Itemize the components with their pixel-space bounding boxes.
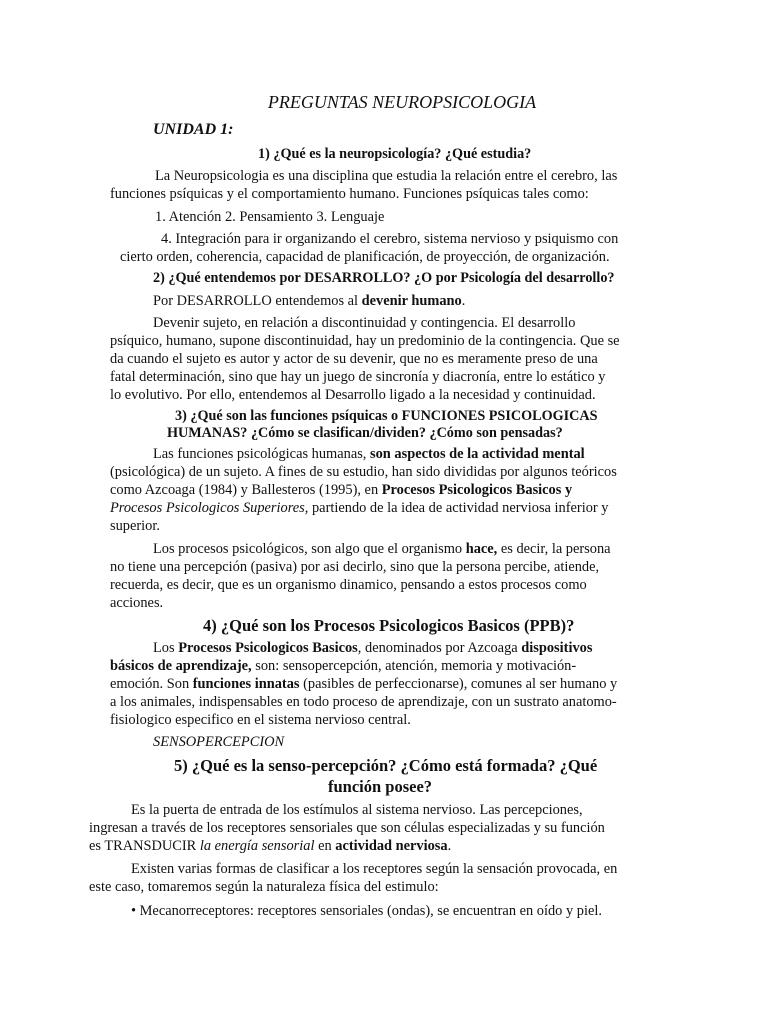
paragraph-6: Los Procesos Psicologicos Basicos, denominados por Azcoaga dispositivos básicos de aprendizaje, son: sensopercepción, atención, memoria y motivación- emoción. Son funciones innatas (pasibles de perfeccionarse), comunes al ser humano y a los animales, indispensables en todo proceso de aprendizaje, con un sustrato anatomo- fisiologico especifico en el sistema nervioso central. [110, 640, 618, 728]
list-item-4: 4. Integración para ir organizando el cerebro, sistema nervioso y psiquismo con cierto orden, coherencia, capacidad de planificación, de proyección, de organización. [120, 231, 619, 265]
section-heading: SENSOPERCEPCION [153, 734, 285, 750]
paragraph-1: La Neuropsicologia es una disciplina que estudia la relación entre el cerebro, las funciones psíquicas y el comportamiento humano. Funciones psíquicas tales como: [110, 168, 618, 202]
question-5-line-2: función posee? [328, 777, 433, 796]
question-3-line-2: HUMANAS? ¿Cómo se clasifican/dividen? ¿Cómo son pensadas? [167, 425, 563, 441]
paragraph-4: Las funciones psicológicas humanas, son aspectos de la actividad mental (psicológica) de un sujeto. A fines de su estudio, han sido divididas por algunos teóricos como Azcoaga (1984) y Ballesteros (1995), en Procesos Psicologicos Basicos y Procesos Psicologicos Superiores, partiendo de la idea de actividad nerviosa inferior y superior. [110, 446, 617, 534]
paragraph-5: Los procesos psicológicos, son algo que el organismo hace, es decir, la persona no tiene una percepción (pasiva) por asi decirlo, sino que la persona percibe, atiende, recuerda, es decir, que es un organismo dinamico, pensando a estos procesos como acciones. [110, 541, 611, 611]
question-1: 1) ¿Qué es la neuropsicología? ¿Qué estudia? [258, 146, 532, 162]
paragraph-7: Es la puerta de entrada de los estímulos al sistema nervioso. Las percepciones, ingresan a través de los receptores sensoriales que son células especializadas y su función es TRANSDUCIR la energía sensorial en actividad nerviosa. [89, 802, 605, 854]
question-5-line-1: 5) ¿Qué es la senso-percepción? ¿Cómo está formada? ¿Qué [174, 756, 598, 775]
bullet-item: • Mecanorreceptores: receptores sensoriales (ondas), se encuentran en oído y piel. [131, 903, 602, 919]
question-3-line-1: 3) ¿Qué son las funciones psíquicas o FUNCIONES PSICOLOGICAS [175, 408, 598, 424]
document-title: PREGUNTAS NEUROPSICOLOGIA [267, 92, 537, 112]
paragraph-8: Existen varias formas de clasificar a los receptores según la sensación provocada, en este caso, tomaremos según la naturaleza física del estimulo: [89, 861, 618, 895]
paragraph-2: Por DESARROLLO entendemos al devenir humano. [153, 293, 466, 309]
unit-heading: UNIDAD 1: [153, 121, 234, 138]
question-4: 4) ¿Qué son los Procesos Psicologicos Basicos (PPB)? [203, 616, 575, 635]
question-2: 2) ¿Qué entendemos por DESARROLLO? ¿O por Psicología del desarrollo? [153, 270, 615, 286]
list-item-1-3: 1. Atención 2. Pensamiento 3. Lenguaje [155, 209, 385, 225]
paragraph-3: Devenir sujeto, en relación a discontinuidad y contingencia. El desarrollo psíquico, humano, supone discontinuidad, hay un predominio de la contingencia. Que se da cuando el sujeto es autor y actor de su devenir, que no es meramente preso de una fatal determinación, sino que hay un juego de sincronía y diacronía, entre lo estático y lo evolutivo. Por ello, entendemos al Desarrollo ligado a la necesidad y continuidad. [110, 315, 620, 403]
